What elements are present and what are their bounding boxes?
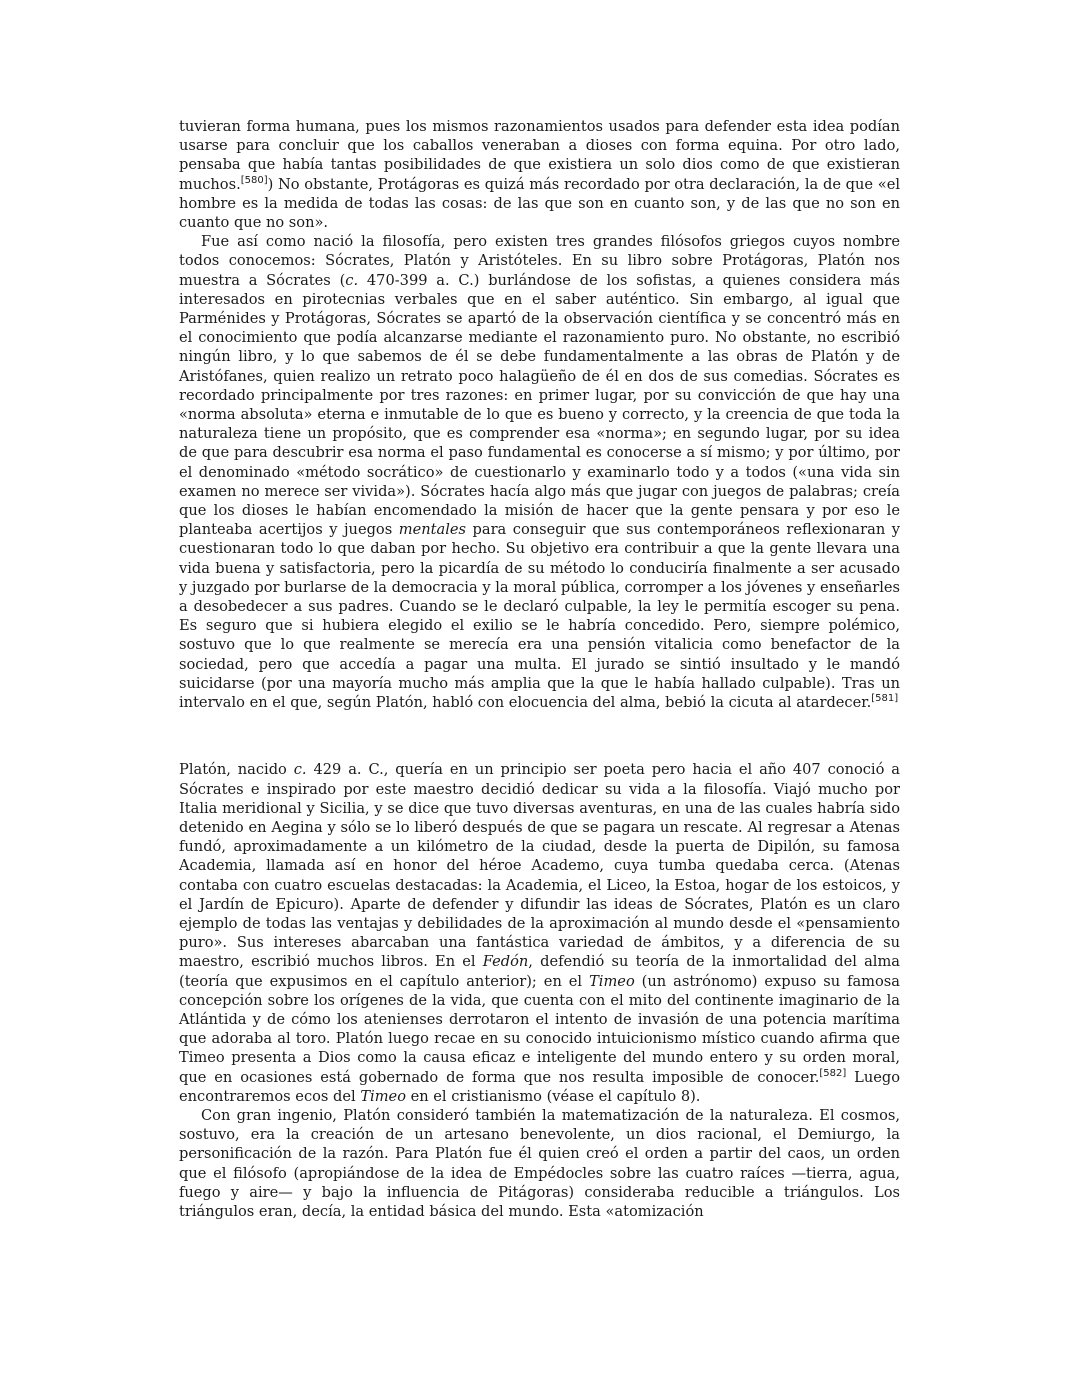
italic-text: Fedón xyxy=(482,953,529,971)
text-run: , defendió su teoría de la inmortalidad del alma (teoría que expusimos en el capítulo anterior); en el xyxy=(179,953,900,990)
text-run: Platón, nacido xyxy=(179,761,294,779)
text-run: Fue así como nació la filosofía, pero existen tres grandes filósofos griegos cuyos nombre todos conocemos: Sócrates, Platón y Aristóteles. En su libro sobre Protágoras, Platón nos muestra a Sócrates ( xyxy=(179,233,900,289)
text-run: 470-399 a. C.) burlándose de los sofistas, a quienes considera más interesados en pirotecnias verbales que en el saber auténtico. Sin embargo, al igual que Parménides y Protágoras, Sócrates se apartó de la observación científica y se concentró más en el conocimiento que podía alcanzarse mediante el razonamiento puro. No obstante, no escribió ningún libro, y lo que sabemos de él se debe fundamentalmente a las obras de Platón y de Aristófanes, quien realizo un retrato poco halagüeño de él en dos de sus comedias. Sócrates es recordado principalmente por tres razones: en primer lugar, por su convicción de que hay una «norma absoluta» eterna e inmutable de lo que es bueno y correcto, y la creencia de que toda la naturaleza tiene un propósito, que es comprender esa «norma»; en segundo lugar, por su idea de que para descubrir esa norma el paso fundamental es conocerse a sí mismo; y por último, por el denominado «método socrático» de cuestionarlo y examinarlo todo y a todos («una vida sin examen no merece ser vivida»). Sócrates hacía algo más que jugar con juegos de palabras; creía que los dioses le habían encomendado la misión de hacer que la gente pensara y por eso le planteaba acertijos y juegos xyxy=(179,271,900,539)
italic-text: Timeo xyxy=(589,972,635,990)
italic-text: mentales xyxy=(398,521,466,539)
italic-text: Timeo xyxy=(360,1087,406,1105)
footnote-reference[interactable]: [582] xyxy=(819,1067,847,1079)
text-run: 429 a. C., quería en un principio ser poeta pero hacia el año 407 conoció a Sócrates e inspirado por este maestro decidió dedicar su vida a la filosofía. Viajó mucho por Italia meridional y Sicilia, y se dice que tuvo diversas aventuras, en una de las cuales habría sido detenido en Aegina y sólo se lo liberó después de que se pagara un rescate. Al regresar a Atenas fundó, aproximadamente a un kilómetro de la ciudad, desde la puerta de Dipilón, su famosa Academia, llamada así en honor del héroe Academo, cuya tumba quedaba cerca. (Atenas contaba con cuatro escuelas destacadas: la Academia, el Liceo, la Estoa, hogar de los estoicos, y el Jardín de Epicuro). Aparte de defender y difundir las ideas de Sócrates, Platón es un claro ejemplo de todas las ventajas y debilidades de la aproximación al mundo desde el «pensamiento puro». Sus intereses abarcaban una fantástica variedad de ámbitos, y a diferencia de su maestro, escribió muchos libros. En el xyxy=(179,761,900,971)
text-run: ) No obstante, Protágoras es quizá más recordado por otra declaración, la de que «el hombre es la medida de todas las cosas: de las que son en cuanto son, y de las que no son en cuanto que no son». xyxy=(179,175,900,232)
document-page xyxy=(179,117,900,1221)
paragraph xyxy=(179,1106,900,1221)
text-run: Con gran ingenio, Platón consideró también la matematización de la naturaleza. El cosmos, sostuvo, era la creación de un artesano benevolente, un dios racional, el Demiurgo, la personificación de la razón. Para Platón fue él quien creó el orden a partir del caos, un orden que el filósofo (apropiándose de la idea de Empédocles sobre las cuatro raíces —tierra, agua, fuego y aire— y bajo la influencia de Pitágoras) consideraba reducible a triángulos. Los triángulos eran, decía, la entidad básica del mundo. Esta «atomización xyxy=(179,1106,900,1220)
paragraph xyxy=(179,760,900,1106)
text-run: para conseguir que sus contemporáneos reflexionaran y cuestionaran todo lo que daban por hecho. Su objetivo era contribuir a que la gente llevara una vida buena y satisfactoria, pero la picardía de su método lo conduciría finalmente a ser acusado y juzgado por burlarse de la democracia y la moral pública, corromper a los jóvenes y enseñarles a desobedecer a sus padres. Cuando se le declaró culpable, la ley le permitía escoger su pena. Es seguro que si hubiera elegido el exilio se le habría concedido. Pero, siempre polémico, sostuvo que lo que realmente se merecía era una pensión vitalicia como benefactor de la sociedad, pero que accedía a pagar una multa. El jurado se sintió insultado y le mandó suicidarse (por una mayoría mucho más amplia que la que le había hallado culpable). Tras un intervalo en el que, según Platón, habló con elocuencia del alma, bebió la cicuta al atardecer. xyxy=(179,521,900,712)
text-run: Luego encontraremos ecos del xyxy=(179,1068,901,1105)
text-run: en el cristianismo (véase el capítulo 8). xyxy=(405,1087,701,1105)
section-break xyxy=(179,712,900,760)
italic-text: c. xyxy=(293,761,307,779)
text-run: (un astrónomo) expuso su famosa concepción sobre los orígenes de la vida, que cuenta con el mito del continente imaginario de la Atlántida y de cómo los atenienses derrotaron el intento de invasión de una potencia marítima que adoraba al toro. Platón luego recae en su conocido intuicionismo místico cuando afirma que Timeo presenta a Dios como la causa eficaz e inteligente del mundo entero y su orden moral, que en ocasiones está gobernado de forma que nos resulta imposible de conocer. xyxy=(179,972,900,1086)
italic-text: c. xyxy=(345,271,359,289)
paragraph xyxy=(179,117,900,232)
text-run: tuvieran forma humana, pues los mismos razonamientos usados para defender esta idea podían usarse para concluir que los caballos veneraban a dioses con forma equina. Por otro lado, pensaba que había tantas posibilidades de que existiera un solo dios como de que existieran muchos. xyxy=(179,118,900,193)
footnote-reference[interactable]: [580] xyxy=(240,174,268,186)
paragraph xyxy=(179,232,900,712)
footnote-reference[interactable]: [581] xyxy=(871,693,899,705)
